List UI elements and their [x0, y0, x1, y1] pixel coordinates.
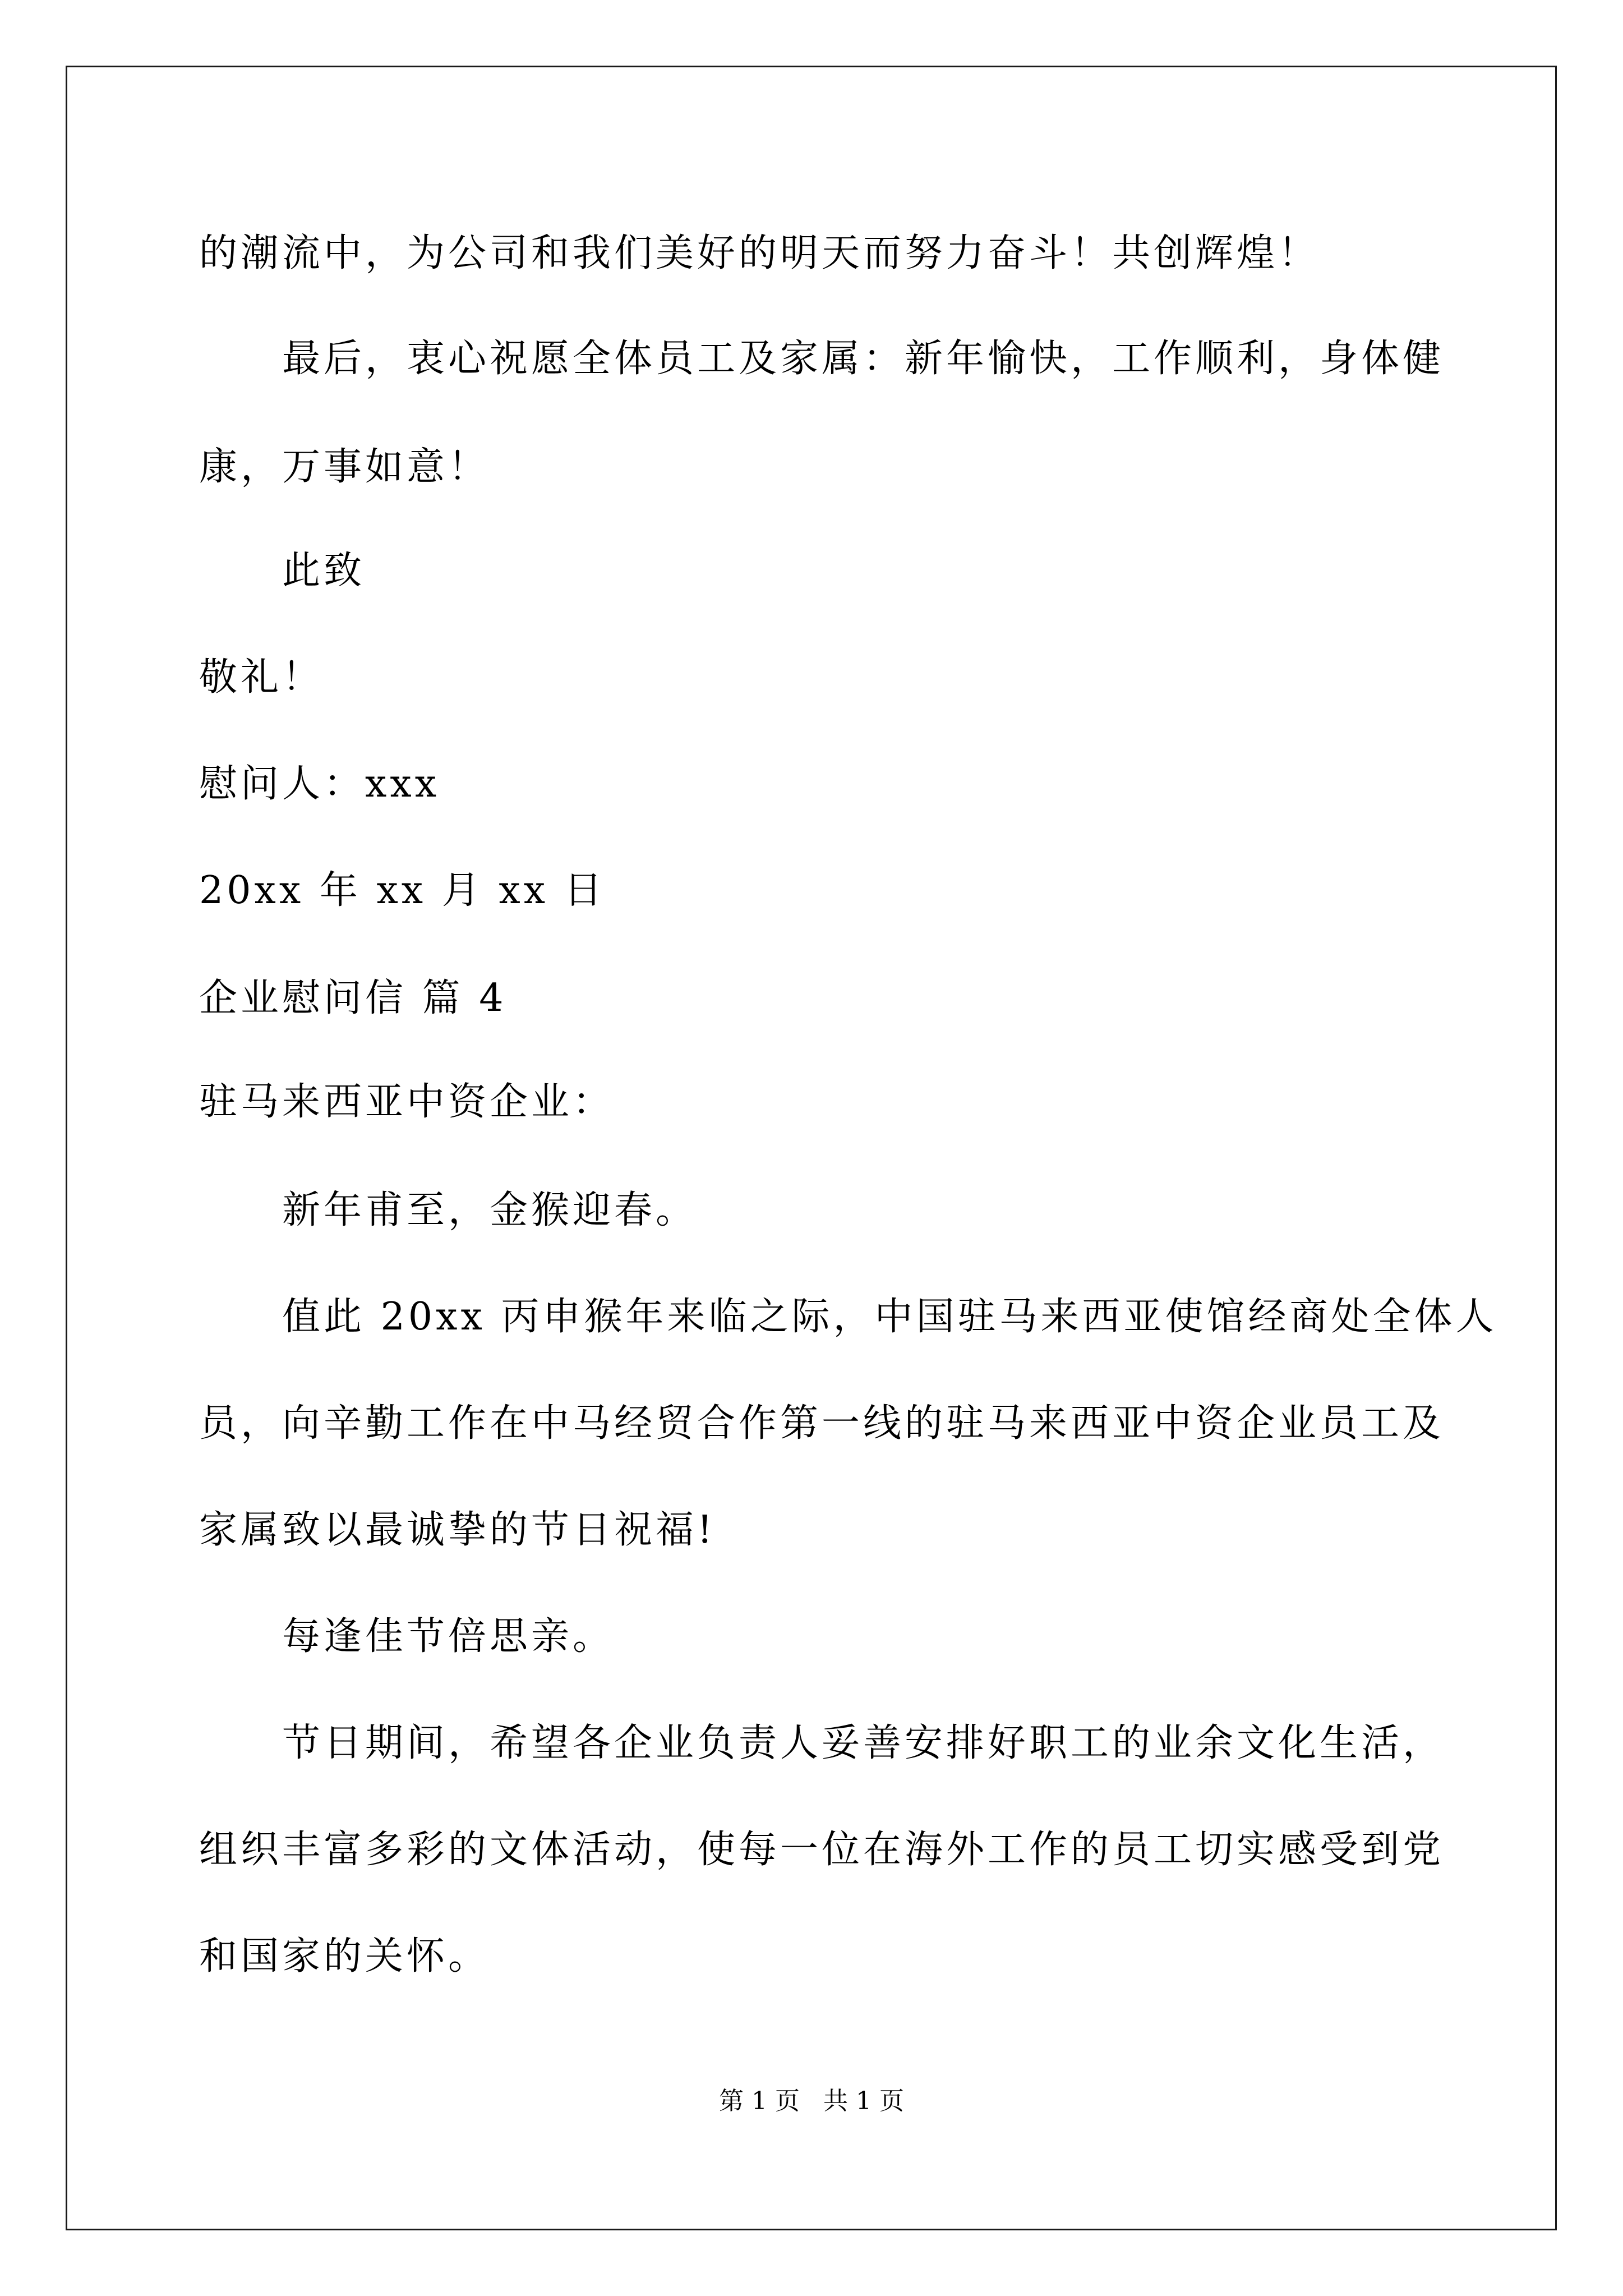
date-line: 20xx 年 xx 月 xx 日 [199, 868, 606, 913]
body-line-1: 的潮流中，为公司和我们美好的明天而努力奋斗！共创辉煌！ [199, 231, 1320, 275]
body-line-11: 和国家的关怀。 [199, 1934, 490, 1978]
body-line-10: 组织丰富多彩的文体活动，使每一位在海外工作的员工切实感受到党 [199, 1828, 1445, 1872]
body-line-4: 新年甫至，金猴迎春。 [282, 1188, 698, 1232]
body-line-5: 值此 20xx 丙申猴年来临之际，中国驻马来西亚使馆经商处全体人 [282, 1295, 1497, 1339]
body-line-6: 员，向辛勤工作在中马经贸合作第一线的驻马来西亚中资企业员工及 [199, 1401, 1445, 1446]
body-line-2: 最后，衷心祝愿全体员工及家属：新年愉快，工作顺利，身体健 [282, 337, 1445, 381]
closing-regards: 敬礼！ [199, 655, 324, 700]
page-footer: 第 1 页 共 1 页 [719, 2087, 904, 2115]
signatory: 慰问人：xxx [199, 762, 440, 806]
body-line-7: 家属致以最诚挚的节日祝福! [199, 1508, 716, 1552]
closing-salutation: 此致 [282, 549, 366, 593]
section-title: 企业慰问信 篇 4 [199, 976, 507, 1020]
body-line-8: 每逢佳节倍思亲。 [282, 1614, 615, 1659]
page-border [66, 66, 1557, 2230]
addressee: 驻马来西亚中资企业： [199, 1080, 615, 1124]
body-line-9: 节日期间，希望各企业负责人妥善安排好职工的业余文化生活， [282, 1721, 1445, 1765]
body-line-3: 康，万事如意！ [199, 445, 490, 489]
